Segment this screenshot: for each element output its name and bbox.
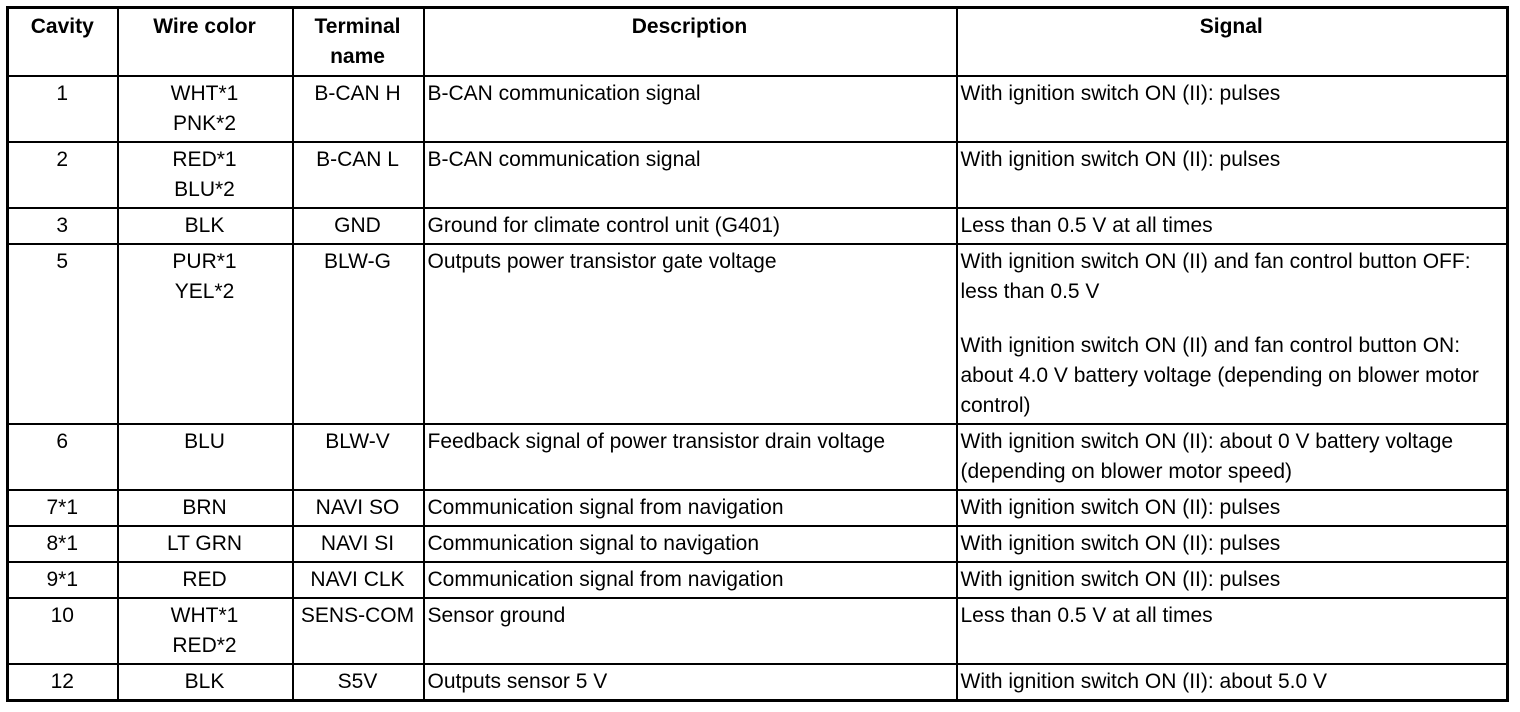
terminal-name-cell: B-CAN L — [293, 142, 424, 208]
signal-text: Less than 0.5 V at all times — [960, 604, 1213, 627]
cavity-cell: 10 — [8, 598, 118, 664]
table-row — [8, 490, 1508, 526]
table-row — [8, 526, 1508, 562]
signal-text: With ignition switch ON (II): pulses — [960, 568, 1281, 591]
header-signal: Signal — [957, 8, 1508, 77]
cavity-cell: 8*1 — [8, 526, 118, 562]
signal-cell — [957, 490, 1508, 526]
description-cell: Communication signal from navigation — [424, 490, 957, 526]
wire-color-value: RED*1 — [172, 148, 237, 171]
description-cell: Communication signal from navigation — [424, 562, 957, 598]
signal-cell — [957, 244, 1508, 424]
wire-color-value: BLK — [184, 670, 225, 693]
terminal-name-cell: NAVI CLK — [293, 562, 424, 598]
signal-text: With ignition switch ON (II): about 5.0 V — [960, 670, 1327, 693]
table-row — [8, 664, 1508, 701]
cavity-cell: 12 — [8, 664, 118, 701]
cavity-cell: 2 — [8, 142, 118, 208]
signal-cell — [957, 142, 1508, 208]
cavity-cell: 1 — [8, 76, 118, 142]
cavity-cell: 6 — [8, 424, 118, 490]
signal-cell — [957, 208, 1508, 244]
description-cell: B-CAN communication signal — [424, 76, 957, 142]
header-cavity: Cavity — [8, 8, 118, 77]
signal-text: With ignition switch ON (II): pulses — [960, 148, 1281, 171]
wire-color-value: BLU*2 — [174, 178, 235, 201]
wire-color-value: WHT*1 — [170, 604, 239, 627]
wire-color-value: BLK — [184, 214, 225, 237]
connector-terminal-page — [6, 6, 1506, 702]
wire-color-cell — [118, 490, 293, 526]
signal-cell — [957, 76, 1508, 142]
signal-cell — [957, 562, 1508, 598]
signal-text: With ignition switch ON (II): pulses — [960, 532, 1281, 555]
table-row — [8, 76, 1508, 142]
terminal-name-cell: BLW-G — [293, 244, 424, 424]
cavity-cell: 7*1 — [8, 490, 118, 526]
signal-text: With ignition switch ON (II): about 0 V battery voltage (depending on blower motor speed) — [960, 430, 1454, 483]
description-cell: Outputs power transistor gate voltage — [424, 244, 957, 424]
wire-color-value: WHT*1 — [170, 82, 239, 105]
wire-color-cell — [118, 244, 293, 424]
description-cell: Feedback signal of power transistor drain voltage — [424, 424, 957, 490]
wire-color-cell — [118, 526, 293, 562]
signal-gap — [961, 307, 1503, 331]
header-wire-color: Wire color — [118, 8, 293, 77]
signal-text: With ignition switch ON (II) and fan control button ON: about 4.0 V battery voltage (depending on blower motor control) — [960, 334, 1479, 417]
wire-color-value: LT GRN — [166, 532, 243, 555]
table-row — [8, 562, 1508, 598]
terminal-name-cell: GND — [293, 208, 424, 244]
terminal-name-cell: NAVI SI — [293, 526, 424, 562]
cavity-cell: 9*1 — [8, 562, 118, 598]
table-row — [8, 598, 1508, 664]
signal-cell — [957, 526, 1508, 562]
wire-color-cell — [118, 142, 293, 208]
wire-color-cell — [118, 208, 293, 244]
table-body — [8, 76, 1508, 701]
terminal-name-cell: NAVI SO — [293, 490, 424, 526]
description-cell: Ground for climate control unit (G401) — [424, 208, 957, 244]
wire-color-cell — [118, 76, 293, 142]
terminal-name-cell: BLW-V — [293, 424, 424, 490]
signal-text: With ignition switch ON (II): pulses — [960, 82, 1281, 105]
wire-color-value: YEL*2 — [174, 280, 235, 303]
terminal-name-cell: S5V — [293, 664, 424, 701]
terminal-name-cell: B-CAN H — [293, 76, 424, 142]
wire-color-cell — [118, 664, 293, 701]
signal-cell — [957, 598, 1508, 664]
header-description: Description — [424, 8, 957, 77]
wire-color-value: PNK*2 — [172, 112, 237, 135]
cavity-cell: 5 — [8, 244, 118, 424]
signal-cell — [957, 664, 1508, 701]
terminal-table — [6, 6, 1509, 702]
wire-color-value: BLU — [184, 430, 225, 453]
signal-text: With ignition switch ON (II) and fan control button OFF: less than 0.5 V — [960, 250, 1471, 303]
wire-color-cell — [118, 598, 293, 664]
wire-color-cell — [118, 562, 293, 598]
wire-color-value: RED*2 — [172, 634, 237, 657]
wire-color-value: BRN — [182, 496, 227, 519]
description-cell: Sensor ground — [424, 598, 957, 664]
header-terminal-name: Terminal name — [293, 8, 424, 77]
cavity-cell: 3 — [8, 208, 118, 244]
table-row — [8, 244, 1508, 424]
description-cell: Communication signal to navigation — [424, 526, 957, 562]
description-cell: Outputs sensor 5 V — [424, 664, 957, 701]
table-row — [8, 142, 1508, 208]
description-cell: B-CAN communication signal — [424, 142, 957, 208]
signal-cell — [957, 424, 1508, 490]
table-row — [8, 208, 1508, 244]
table-header-row — [8, 8, 1508, 77]
signal-text: With ignition switch ON (II): pulses — [960, 496, 1281, 519]
signal-text: Less than 0.5 V at all times — [960, 214, 1213, 237]
wire-color-value: PUR*1 — [172, 250, 237, 273]
wire-color-value: RED — [182, 568, 227, 591]
table-row — [8, 424, 1508, 490]
wire-color-cell — [118, 424, 293, 490]
terminal-name-cell: SENS-COM — [293, 598, 424, 664]
